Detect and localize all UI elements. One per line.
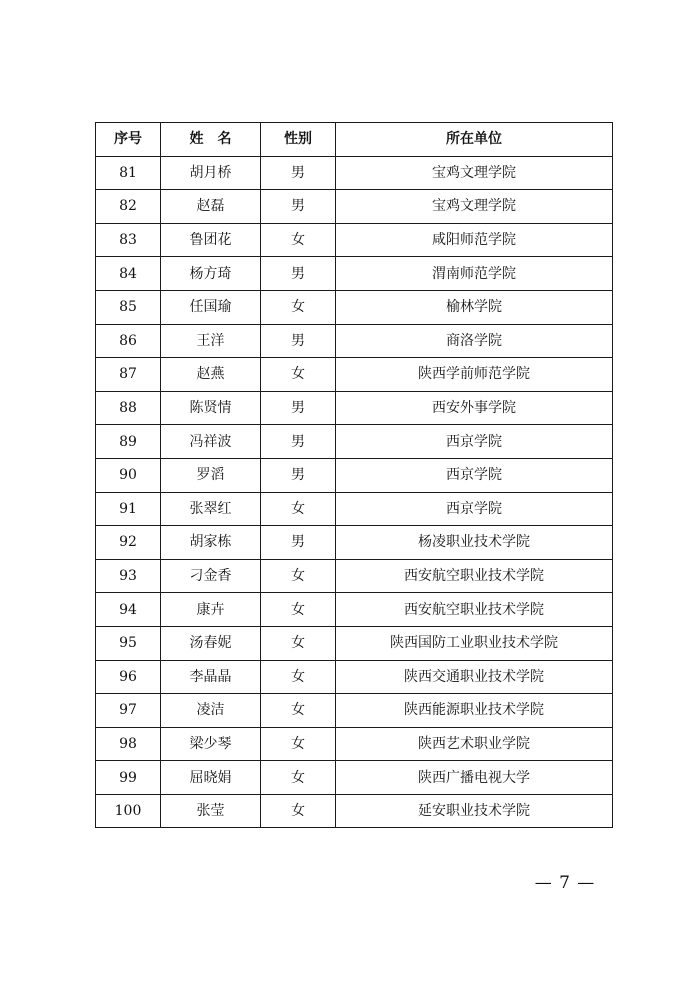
- cell-name: 梁少琴: [161, 727, 261, 761]
- cell-serial-number: 89: [96, 425, 161, 459]
- cell-name: 凌洁: [161, 694, 261, 728]
- cell-name: 张莹: [161, 794, 261, 828]
- cell-serial-number: 99: [96, 761, 161, 795]
- cell-serial-number: 84: [96, 257, 161, 291]
- cell-serial-number: 86: [96, 324, 161, 358]
- table-row: [96, 156, 613, 190]
- cell-affiliation: 陕西学前师范学院: [336, 358, 613, 392]
- cell-gender: 男: [261, 190, 336, 224]
- cell-gender: 男: [261, 526, 336, 560]
- cell-name: 李晶晶: [161, 660, 261, 694]
- cell-serial-number: 94: [96, 593, 161, 627]
- cell-gender: 女: [261, 290, 336, 324]
- table-row: [96, 257, 613, 291]
- cell-gender: 女: [261, 593, 336, 627]
- cell-affiliation: 陕西交通职业技术学院: [336, 660, 613, 694]
- cell-serial-number: 100: [96, 794, 161, 828]
- cell-affiliation: 商洛学院: [336, 324, 613, 358]
- cell-affiliation: 陕西能源职业技术学院: [336, 694, 613, 728]
- cell-affiliation: 延安职业技术学院: [336, 794, 613, 828]
- table-body: [96, 156, 613, 828]
- header-gender: 性别: [261, 123, 336, 157]
- table-row: [96, 223, 613, 257]
- cell-name: 胡家栋: [161, 526, 261, 560]
- table-row: [96, 526, 613, 560]
- cell-affiliation: 西京学院: [336, 425, 613, 459]
- cell-name: 汤春妮: [161, 626, 261, 660]
- cell-serial-number: 97: [96, 694, 161, 728]
- table-row: [96, 694, 613, 728]
- cell-gender: 女: [261, 358, 336, 392]
- cell-serial-number: 85: [96, 290, 161, 324]
- cell-gender: 男: [261, 458, 336, 492]
- cell-gender: 男: [261, 324, 336, 358]
- cell-affiliation: 陕西艺术职业学院: [336, 727, 613, 761]
- cell-name: 鲁团花: [161, 223, 261, 257]
- cell-serial-number: 83: [96, 223, 161, 257]
- table-row: [96, 290, 613, 324]
- cell-serial-number: 93: [96, 559, 161, 593]
- cell-serial-number: 98: [96, 727, 161, 761]
- cell-name: 胡月桥: [161, 156, 261, 190]
- cell-serial-number: 92: [96, 526, 161, 560]
- cell-name: 陈贤情: [161, 391, 261, 425]
- cell-gender: 女: [261, 694, 336, 728]
- cell-name: 任国瑜: [161, 290, 261, 324]
- cell-affiliation: 陕西国防工业职业技术学院: [336, 626, 613, 660]
- cell-name: 赵磊: [161, 190, 261, 224]
- table-row: [96, 761, 613, 795]
- cell-affiliation: 西安航空职业技术学院: [336, 593, 613, 627]
- cell-affiliation: 西京学院: [336, 458, 613, 492]
- table-row: [96, 190, 613, 224]
- header-serial-number: 序号: [96, 123, 161, 157]
- header-affiliation: 所在单位: [336, 123, 613, 157]
- cell-name: 刁金香: [161, 559, 261, 593]
- cell-name: 张翠红: [161, 492, 261, 526]
- table-row: [96, 358, 613, 392]
- table-row: [96, 324, 613, 358]
- cell-serial-number: 95: [96, 626, 161, 660]
- cell-serial-number: 96: [96, 660, 161, 694]
- cell-name: 王洋: [161, 324, 261, 358]
- cell-affiliation: 咸阳师范学院: [336, 223, 613, 257]
- cell-gender: 女: [261, 223, 336, 257]
- table-row: [96, 727, 613, 761]
- cell-gender: 女: [261, 727, 336, 761]
- cell-affiliation: 渭南师范学院: [336, 257, 613, 291]
- cell-gender: 男: [261, 391, 336, 425]
- table-row: [96, 593, 613, 627]
- table-row: [96, 794, 613, 828]
- cell-gender: 男: [261, 425, 336, 459]
- cell-gender: 女: [261, 626, 336, 660]
- cell-name: 康卉: [161, 593, 261, 627]
- cell-serial-number: 87: [96, 358, 161, 392]
- cell-affiliation: 西京学院: [336, 492, 613, 526]
- cell-name: 冯祥波: [161, 425, 261, 459]
- cell-serial-number: 82: [96, 190, 161, 224]
- cell-affiliation: 西安航空职业技术学院: [336, 559, 613, 593]
- cell-gender: 女: [261, 761, 336, 795]
- cell-name: 罗滔: [161, 458, 261, 492]
- table-header-row: [96, 123, 613, 157]
- cell-serial-number: 88: [96, 391, 161, 425]
- table-row: [96, 492, 613, 526]
- table-row: [96, 559, 613, 593]
- cell-gender: 男: [261, 156, 336, 190]
- cell-gender: 女: [261, 492, 336, 526]
- cell-affiliation: 西安外事学院: [336, 391, 613, 425]
- cell-name: 赵燕: [161, 358, 261, 392]
- cell-affiliation: 杨凌职业技术学院: [336, 526, 613, 560]
- cell-affiliation: 宝鸡文理学院: [336, 156, 613, 190]
- cell-affiliation: 宝鸡文理学院: [336, 190, 613, 224]
- table-row: [96, 626, 613, 660]
- table-row: [96, 425, 613, 459]
- table-row: [96, 458, 613, 492]
- cell-name: 屈晓娟: [161, 761, 261, 795]
- cell-serial-number: 81: [96, 156, 161, 190]
- cell-gender: 男: [261, 257, 336, 291]
- table-row: [96, 391, 613, 425]
- cell-gender: 女: [261, 660, 336, 694]
- cell-affiliation: 榆林学院: [336, 290, 613, 324]
- page-number: — 7 —: [534, 873, 596, 893]
- cell-serial-number: 90: [96, 458, 161, 492]
- cell-gender: 女: [261, 794, 336, 828]
- cell-affiliation: 陕西广播电视大学: [336, 761, 613, 795]
- header-name: 姓 名: [161, 123, 261, 157]
- table-row: [96, 660, 613, 694]
- cell-serial-number: 91: [96, 492, 161, 526]
- cell-gender: 女: [261, 559, 336, 593]
- cell-name: 杨方琦: [161, 257, 261, 291]
- roster-table: [95, 122, 613, 828]
